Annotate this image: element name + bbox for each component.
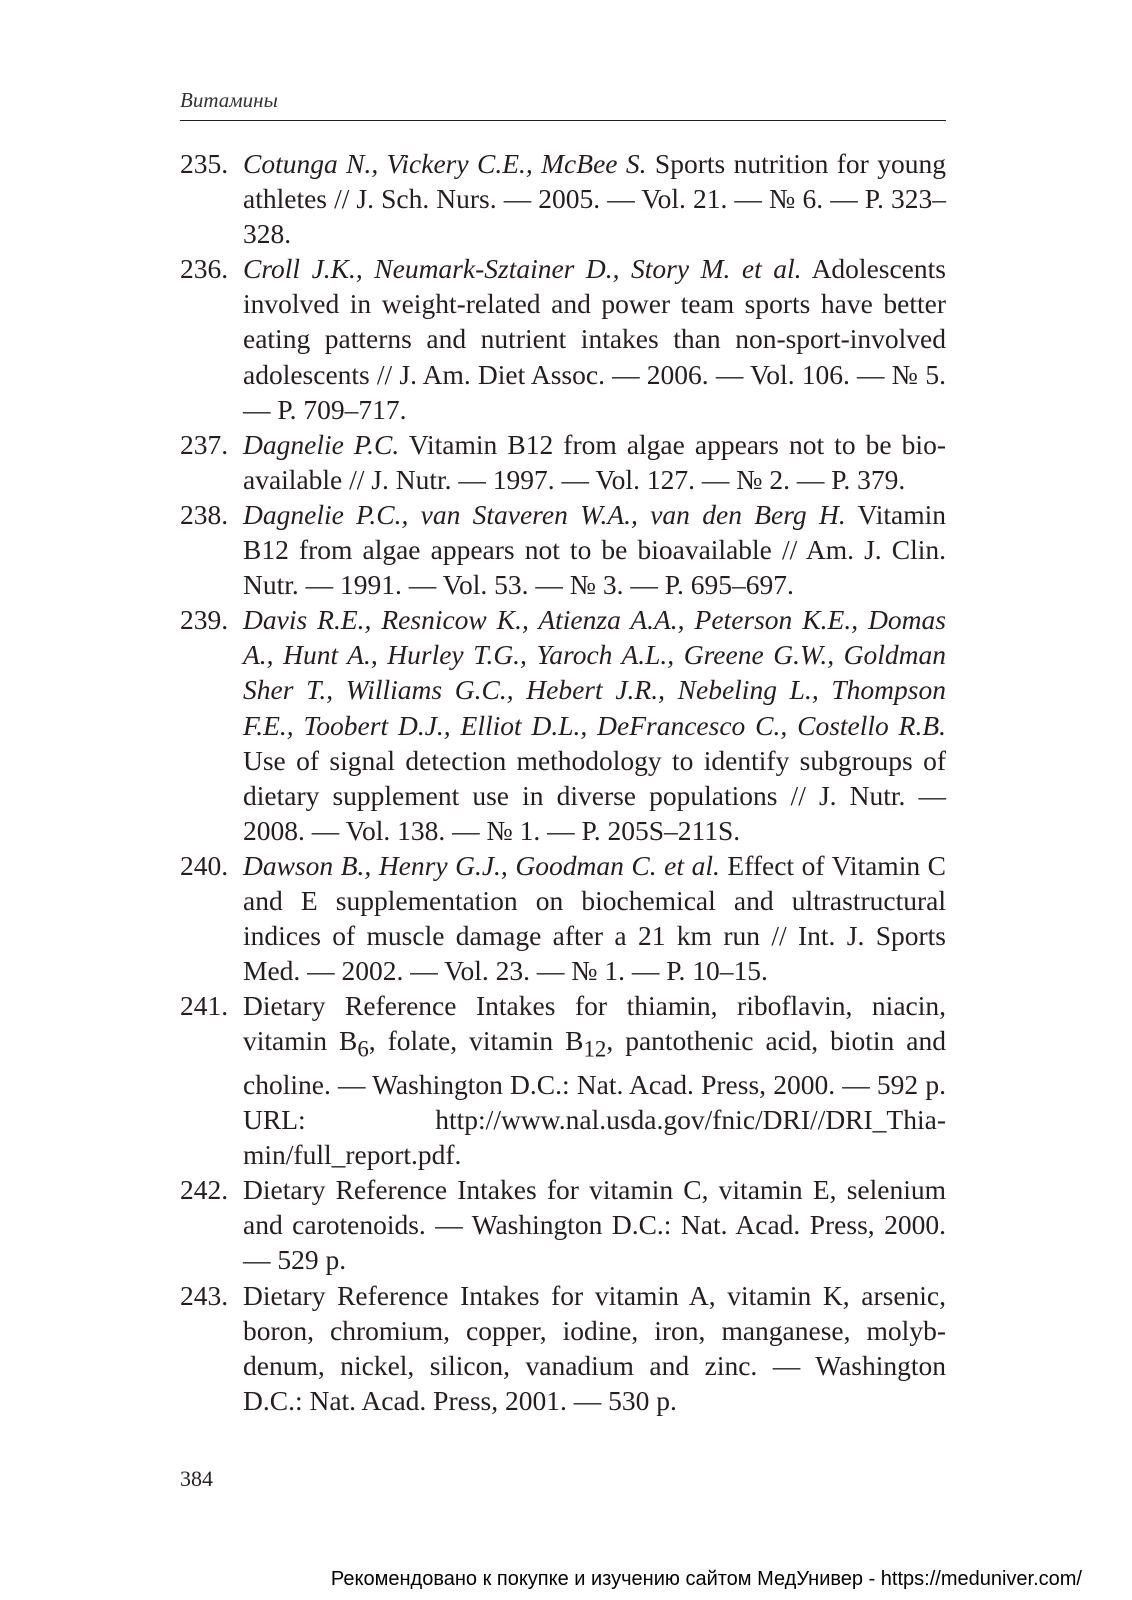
running-head: Витамины (180, 88, 278, 112)
footer-note: Рекомендовано к покупке и изучению сайтом МедУнивер - https://meduniver.com/ (330, 1568, 1082, 1590)
reference-text: Dietary Reference Intakes for vitamin A, vitamin K, arsenic, boron, chromium, copper, iodine, iron, manganese, molybdenum, nickel, silicon, vanadium and zinc. — Washington D.C.: Nat. Acad. Press, 2001. — 530 p. (243, 1279, 946, 1416)
reference-body (243, 848, 946, 988)
reference-number: 243. (180, 1279, 229, 1311)
reference-text: , folate, vitamin B (368, 1025, 584, 1057)
reference-text: Vitamin B12 from algae appears not to be bioavailable // Am. J. Clin. Nutr. — 1991. — Vol. 53. — № 3. — P. 695–697. (243, 498, 946, 601)
reference-item (180, 251, 946, 426)
vitamin-subscript: 12 (583, 1036, 607, 1062)
reference-body (243, 602, 946, 848)
page-number: 384 (180, 1466, 213, 1491)
reference-authors: Dagnelie P.C. (243, 428, 400, 460)
reference-authors: Dawson B., Henry G.J., Goodman C. et al. (243, 849, 720, 881)
reference-body (243, 1172, 946, 1277)
reference-text: Use of signal detection methodology to identify subgroups of dietary supplement use in diverse populations // J. Nutr. — 2008. — Vol. 138. — № 1. — P. 205S–211S. (243, 744, 946, 846)
reference-item (180, 988, 946, 1172)
reference-list (180, 146, 946, 1418)
header-rule (180, 120, 946, 121)
reference-number: 237. (180, 428, 229, 460)
reference-text: Sports nutrition for young athletes // J. Sch. Nurs. — 2005. — Vol. 21. — № 6. — P. 323–328. (243, 148, 946, 250)
reference-authors: Cotunga N., Vickery C.E., McBee S. (243, 148, 647, 179)
reference-item (180, 848, 946, 988)
reference-authors: Croll J.K., Neumark-Sztainer D., Story M. et al. (243, 253, 802, 285)
reference-text: Effect of Vitamin C and E supplementation on biochemical and ultrastructural indices of muscle damage after a 21 km run // Int. J. Sports Med. — 2002. — Vol. 23. — № 1. — P. 10–15. (243, 849, 946, 987)
reference-text: , pantothenic acid, biotin and choline. — Washington D.C.: Nat. Acad. Press, 2000. — 592 p. URL: http://www.nal.usda.gov/fnic/DRI//DRI_Thiamin/full_report.pdf. (243, 1025, 946, 1171)
reference-item (180, 1278, 946, 1418)
reference-number: 242. (180, 1174, 229, 1206)
reference-body (243, 251, 946, 426)
reference-number: 239. (180, 604, 229, 636)
reference-body (243, 427, 946, 497)
reference-number: 236. (180, 253, 229, 285)
reference-number: 235. (180, 148, 229, 179)
reference-item (180, 146, 946, 251)
reference-item (180, 497, 946, 602)
reference-number: 238. (180, 498, 229, 530)
reference-text: Dietary Reference Intakes for vitamin C, vitamin E, selenium and carotenoids. — Washington D.C.: Nat. Acad. Press, 2000. — 529 p. (243, 1174, 946, 1276)
reference-authors: Dagnelie P.C., van Staveren W.A., van den Berg H. (243, 498, 846, 530)
reference-item (180, 427, 946, 497)
reference-body (243, 497, 946, 602)
reference-text: Dietary Reference Intakes for thiamin, riboflavin, niacin, vitamin B (243, 990, 946, 1057)
vitamin-subscript: 6 (357, 1036, 369, 1062)
reference-item (180, 602, 946, 848)
reference-text: Adolescents involved in weight-related and power team sports have better eating patterns and nutrient intakes than non-sport-involved adolescents // J. Am. Diet Assoc. — 2006. — Vol. 106. — № 5. — P. 709–717. (243, 253, 946, 425)
reference-number: 240. (180, 849, 229, 881)
reference-text: Vitamin B12 from algae appears not to be bioavailable // J. Nutr. — 1997. — Vol. 127. — № 2. — P. 379. (243, 428, 946, 495)
reference-item (180, 1172, 946, 1277)
reference-body (243, 988, 946, 1172)
reference-number: 241. (180, 990, 229, 1022)
reference-authors: Davis R.E., Resnicow K., Atienza A.A., Peterson K.E., Domas A., Hunt A., Hurley T.G., Yaroch A.L., Greene G.W., Goldman Sher T., Williams G.C., Hebert J.R., Nebeling L., Thompson F.E., Toobert D.J., Elliot D.L., DeFrancesco C., Costello R.B. (243, 604, 946, 741)
reference-body (243, 146, 946, 251)
reference-body (243, 1278, 946, 1418)
